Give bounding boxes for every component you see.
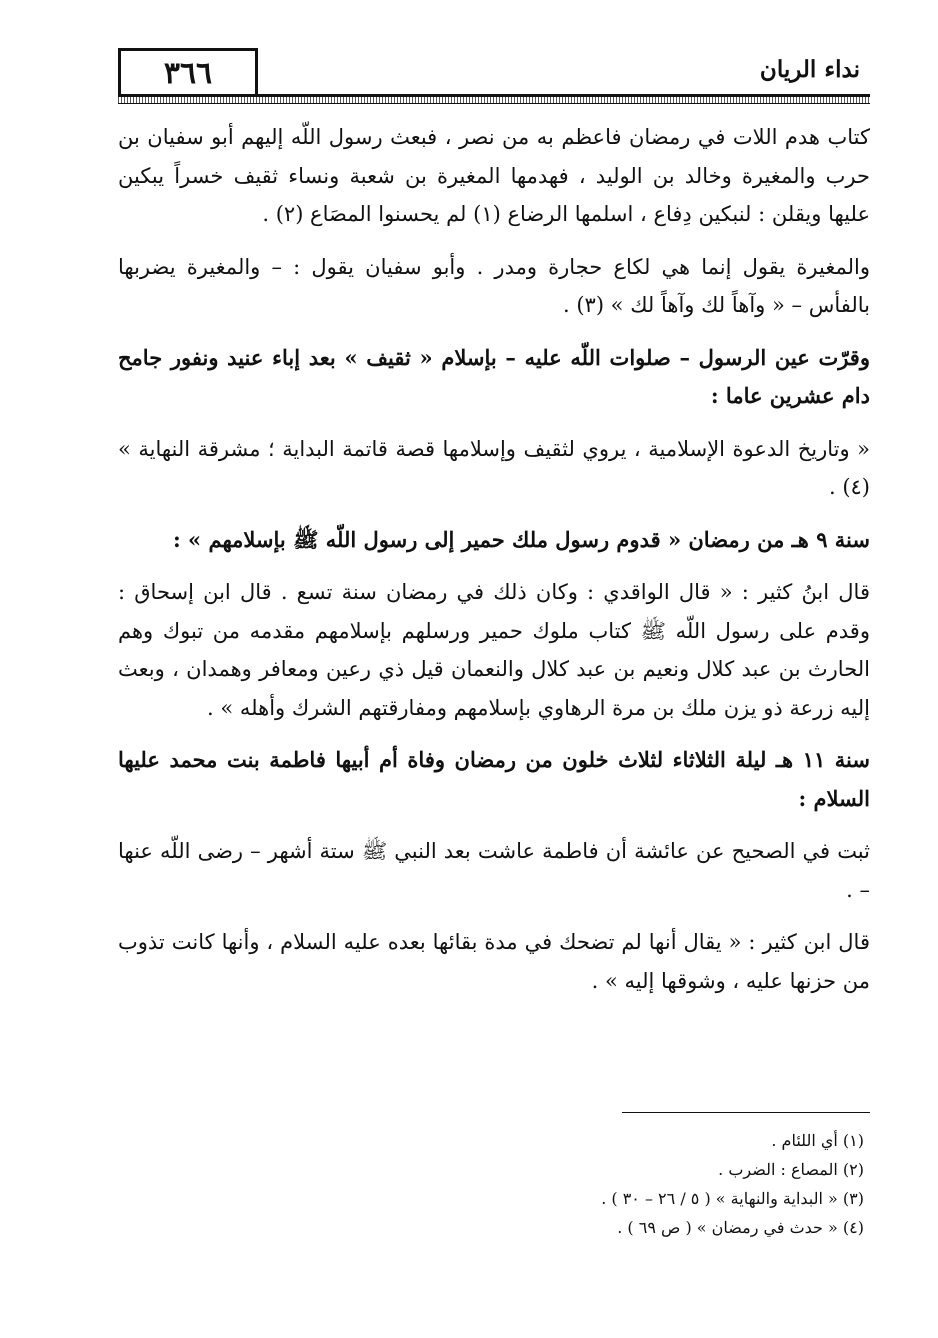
paragraph-dawah-history-quote: « وتاريخ الدعوة الإسلامية ، يروي لثقيف وإسلامها قصة قاتمة البداية ؛ مشرقة النهاية » (٤) . [118, 436, 870, 499]
footnotes [118, 1126, 870, 1242]
footnote-2: (٢) المصاع : الضرب . [718, 1160, 864, 1179]
paragraph-sahih-aisha: ثبت في الصحيح عن عائشة أن فاطمة عاشت بعد النبي ﷺ ستة أشهر – رضى اللّه عنها – . [118, 839, 870, 902]
running-title: نداء الريان [759, 56, 860, 83]
footnote-3: (٣) « البداية والنهاية » ( ٥ / ٢٦ – ٣٠ ) . [601, 1189, 864, 1208]
paragraph-mughira-and-abu-sufyan: والمغيرة يقول إنما هي لكاع حجارة ومدر . وأبو سفيان يقول : – والمغيرة يضربها بالفأس – « وآهاً لك وآهاً لك » (٣) . [118, 254, 870, 317]
paragraph-ibn-kathir-fatima: قال ابن كثير : « يقال أنها لم تضحك في مدة بقائها بعده عليه السلام ، وأنها كانت تذوب من حزنها عليه ، وشوقها إليه » . [118, 930, 870, 993]
header-rule [118, 94, 870, 104]
footnote-1: (١) أي اللئام . [771, 1131, 864, 1150]
footnote-4: (٤) « حدث في رمضان » ( ص ٦٩ ) . [617, 1218, 864, 1237]
section-heading-year-11: سنة ١١ هـ ليلة الثلاثاء لثلاث خلون من رمضان وفاة أم أبيها فاطمة بنت محمد عليها السلام : [118, 747, 870, 811]
body-text [118, 118, 870, 1014]
paragraph-thaqif-islam: وقرّت عين الرسول – صلوات اللّه عليه – بإسلام « ثقيف » بعد إباء عنيد ونفور جامح دام عشرين عاما : [118, 344, 870, 408]
section-heading-year-9: سنة ٩ هـ من رمضان « قدوم رسول ملك حمير إلى رسول اللّه ﷺ بإسلامهم » : [172, 526, 870, 552]
paragraph-ibn-kathir-himyar: قال ابنُ كثير : « قال الواقدي : وكان ذلك في رمضان سنة تسع . قال ابن إسحاق : وقدم على رسول اللّه ﷺ كتاب ملوك حمير ورسلهم بإسلامهم مقدمه من تبوك وهم الحارث بن عبد كلال ونعيم بن عبد كلال والنعمان قيل ذي رعين ومعافر وهمدان ، وبعث إليه زرعة ذو يزن ملك بن مرة الرهاوي بإسلامهم ومفارقتهم الشرك وأهله » . [118, 580, 870, 720]
paragraph-demolition-of-lat: كتاب هدم اللات في رمضان فاعظم به من نصر ، فبعث رسول اللّه إليهم أبو سفيان بن حرب والمغيرة وخالد بن الوليد ، فهدمها المغيرة بن شعبة ونساء ثقيف خسراً يبكين عليها ويقلن : لنبكين دِفاع ، اسلمها الرضاع (١) لم يحسنوا المصَاع (٢) . [118, 125, 870, 226]
page-header [118, 48, 870, 100]
page-number: ٣٦٦ [118, 48, 258, 96]
footnote-separator [622, 1112, 870, 1113]
